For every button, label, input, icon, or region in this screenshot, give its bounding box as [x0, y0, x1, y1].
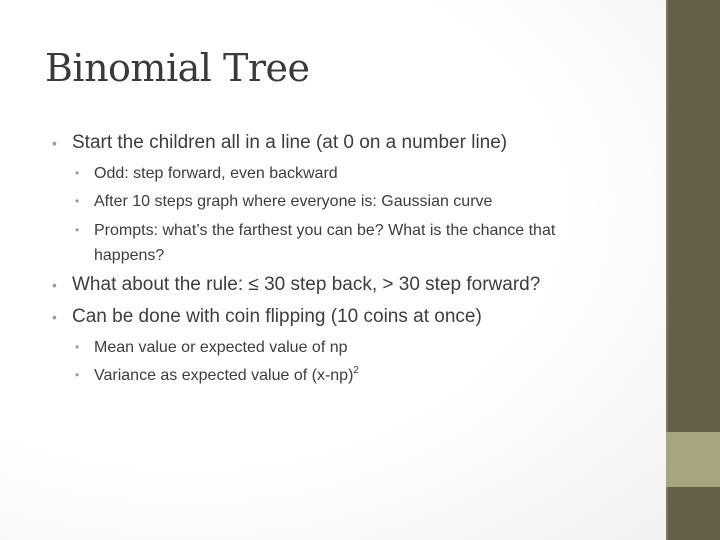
sidebar-accent-block: [666, 432, 720, 487]
bullet-marker: •: [75, 223, 80, 237]
bullet-level2: [75, 334, 644, 361]
bullet-text: Prompts: what’s the farthest you can be? What is the chance that: [94, 222, 556, 239]
bullet-level1: [52, 131, 508, 155]
bullet-text: happens?: [94, 247, 165, 264]
bullet-marker: •: [52, 309, 57, 325]
bullet-marker: •: [75, 166, 80, 180]
bullet-level1: [52, 273, 541, 297]
bullet-text: Can be done with coin flipping (10 coins at once): [72, 306, 482, 327]
bullet-marker: •: [75, 194, 80, 208]
bullet-text: After 10 steps graph where everyone is: Gaussian curve: [94, 193, 493, 210]
bullet-level2: [75, 188, 644, 215]
bullet-text: Odd: step forward, even backward: [94, 165, 338, 182]
bullet-text: Mean value or expected value of np: [94, 339, 348, 356]
bullet-text: What about the rule: ≤ 30 step back, > 30 step forward?: [72, 274, 541, 295]
bullet-level2: [75, 362, 644, 389]
slide-title: Binomial Tree: [45, 46, 310, 90]
bullet-marker: •: [75, 340, 80, 354]
superscript-exponent: 2: [353, 364, 359, 376]
bullet-text: Start the children all in a line (at 0 on a number line): [72, 132, 508, 153]
bullet-marker: •: [52, 135, 57, 151]
bullet-marker: •: [75, 368, 80, 382]
bullet-marker: •: [52, 277, 57, 293]
bullet-level2: [75, 217, 644, 244]
bullet-level1: [52, 305, 482, 329]
bullet-text: Variance as expected value of (x-np): [94, 367, 354, 384]
bullet-level2: [75, 160, 644, 187]
bullet-level2-continuation: [94, 242, 644, 269]
